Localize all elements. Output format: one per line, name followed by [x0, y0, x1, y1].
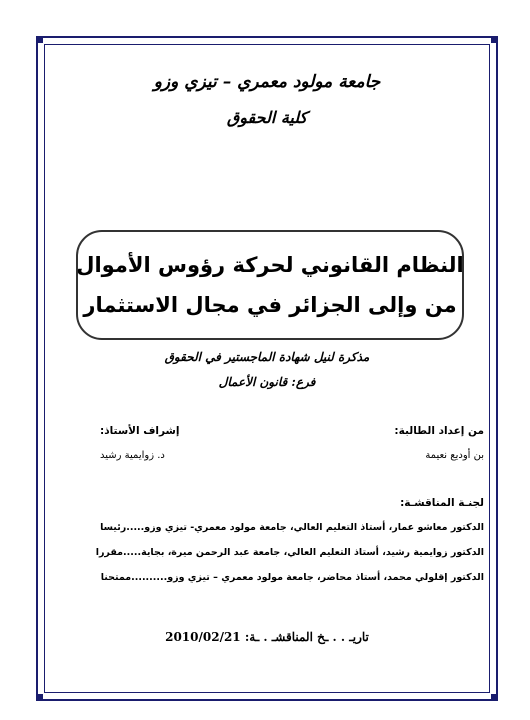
border-corner	[36, 36, 43, 43]
degree-statement: مذكرة لنيل شهادة الماجستير في الحقوق	[164, 350, 370, 364]
committee-member: الدكتور إقلولي محمد، أستاذ محاضر، جامعة مولود معمري – تيزي وزو..........ممتحنا	[100, 572, 484, 583]
defense-date-label: تاريـ . . ـخ المناقشـ . ـة:	[244, 630, 369, 644]
prepared-by-label: من إعداد الطالبة:	[394, 425, 484, 437]
border-corner	[491, 36, 498, 43]
university-name: جامعة مولود معمري – تيزي وزو	[153, 72, 381, 92]
cover-page	[50, 50, 484, 690]
student-name: بن أوديع نعيمة	[425, 450, 484, 461]
thesis-title-line-2: من وإلى الجزائر في مجال الاستثمار	[83, 293, 457, 317]
committee-member: الدكتور معاشو عمار، أستاذ التعليم العالي، جامعة مولود معمري- تيزي وزو.....رئيسا	[100, 522, 484, 533]
defense-date: 2010/02/21	[165, 630, 241, 644]
thesis-title-box	[76, 230, 464, 340]
supervisor-name: د. زوايمية رشيد	[100, 450, 165, 461]
faculty-name: كلية الحقوق	[226, 108, 308, 127]
border-corner	[491, 694, 498, 701]
defense-date-line	[50, 630, 484, 644]
branch-statement: فرع: قانون الأعمال	[218, 375, 316, 389]
committee-member: الدكتور زوايمية رشيد، أستاذ التعليم العالي، جامعة عبد الرحمن ميرة، بجاية.....مقررا	[95, 547, 484, 558]
supervisor-label: إشراف الأستاذ:	[100, 425, 180, 437]
border-corner	[36, 694, 43, 701]
thesis-title-line-1: النظام القانوني لحركة رؤوس الأموال	[76, 253, 464, 277]
committee-label: لجنـة المناقشـة:	[400, 497, 484, 509]
